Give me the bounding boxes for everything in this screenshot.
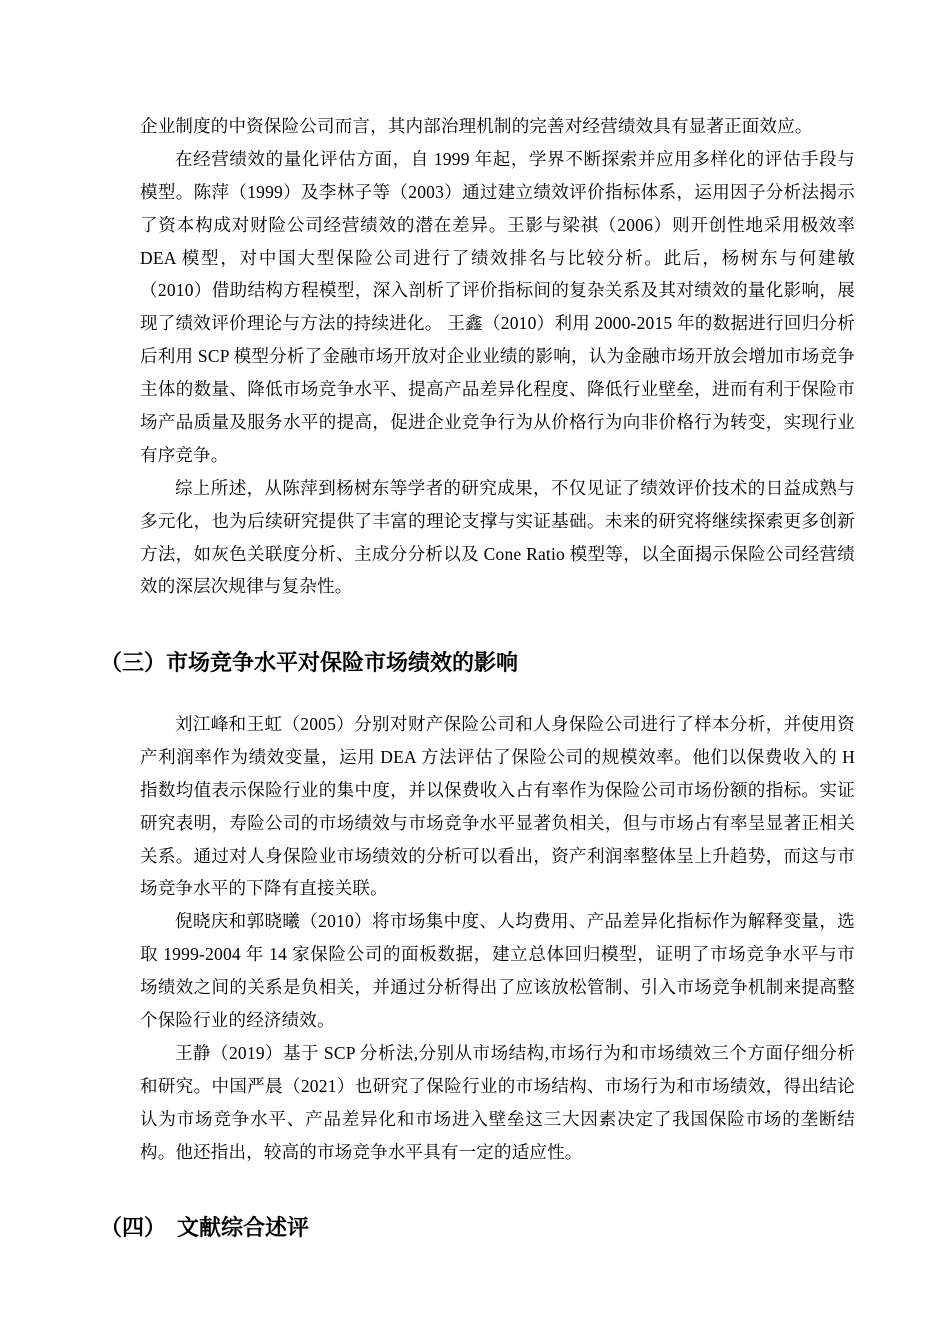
- section-heading-4: （四） 文献综合述评: [100, 1215, 310, 1241]
- paragraph-summary: 综上所述，从陈萍到杨树东等学者的研究成果，不仅见证了绩效评价技术的日益成熟与多元化，也为后续研究提供了丰富的理论支撑与实证基础。未来的研究将继续探索更多创新方法，如灰色关联度分析、主成分分析以及 Cone Ratio 模型等，以全面揭示保险公司经营绩效的深层次规律与复杂性。: [140, 477, 855, 597]
- paragraph-liujiangfeng-wanghong: 刘江峰和王虹（2005）分别对财产保险公司和人身保险公司进行了样本分析，并使用资产利润率作为绩效变量，运用 DEA 方法评估了保险公司的规模效率。他们以保费收入的 H 指数均值表示保险行业的集中度，并以保费收入占有率作为保险公司市场份额的指标。实证研究表明，寿险公司的市场绩效与市场竞争水平显著负相关，但与市场占有率呈显著正相关关系。通过对人身保险业市场绩效的分析可以看出，资产利润率整体呈上升趋势，而这与市场竞争水平的下降有直接关联。: [140, 713, 855, 899]
- paragraph-continuation: 企业制度的中资保险公司而言，其内部治理机制的完善对经营绩效具有显著正面效应。: [140, 116, 813, 136]
- section-performance-evaluation: [100, 110, 855, 603]
- paragraph-evaluation-methods: 在经营绩效的量化评估方面，自 1999 年起，学界不断探索并应用多样化的评估手段与模型。陈萍（1999）及李林子等（2003）通过建立绩效评价指标体系，运用因子分析法揭示了资本构成对财险公司经营绩效的潜在差异。王影与梁祺（2006）则开创性地采用极效率 DEA 模型，对中国大型保险公司进行了绩效排名与比较分析。此后，杨树东与何建敏（2010）借助结构方程模型，深入剖析了评价指标间的复杂关系及其对绩效的量化影响，展现了绩效评价理论与方法的持续进化。 王鑫（2010）利用 2000-2015 年的数据进行回归分析后利用 SCP 模型分析了金融市场开放对企业业绩的影响，认为金融市场开放会增加市场竞争主体的数量、降低市场竞争水平、提高产品差异化程度、降低行业壁垒，进而有利于保险市场产品质量及服务水平的提高，促进企业竞争行为从价格行为向非价格行为转变，实现行业有序竞争。: [140, 148, 855, 465]
- paragraph-nixiaoqing-guoxiaoxi: 倪晓庆和郭晓曦（2010）将市场集中度、人均费用、产品差异化指标作为解释变量，选取 1999-2004 年 14 家保险公司的面板数据，建立总体回归模型，证明了市场竞争水平与市场绩效之间的关系是负相关，并通过分析得出了应该放松管制、引入市场竞争机制来提高整个保险行业的经济绩效。: [140, 911, 855, 1030]
- section-heading-3: （三）市场竞争水平对保险市场绩效的影响: [100, 650, 519, 676]
- section-market-competition: [100, 708, 855, 1168]
- paragraph-wangjing-yanchen: 王静（2019）基于 SCP 分析法,分别从市场结构,市场行为和市场绩效三个方面仔细分析和研究。中国严晨（2021）也研究了保险行业的市场结构、市场行为和市场绩效，得出结论认为市场竞争水平、产品差异化和市场进入壁垒这三大因素决定了我国保险市场的垄断结构。他还指出，较高的市场竞争水平具有一定的适应性。: [140, 1042, 855, 1162]
